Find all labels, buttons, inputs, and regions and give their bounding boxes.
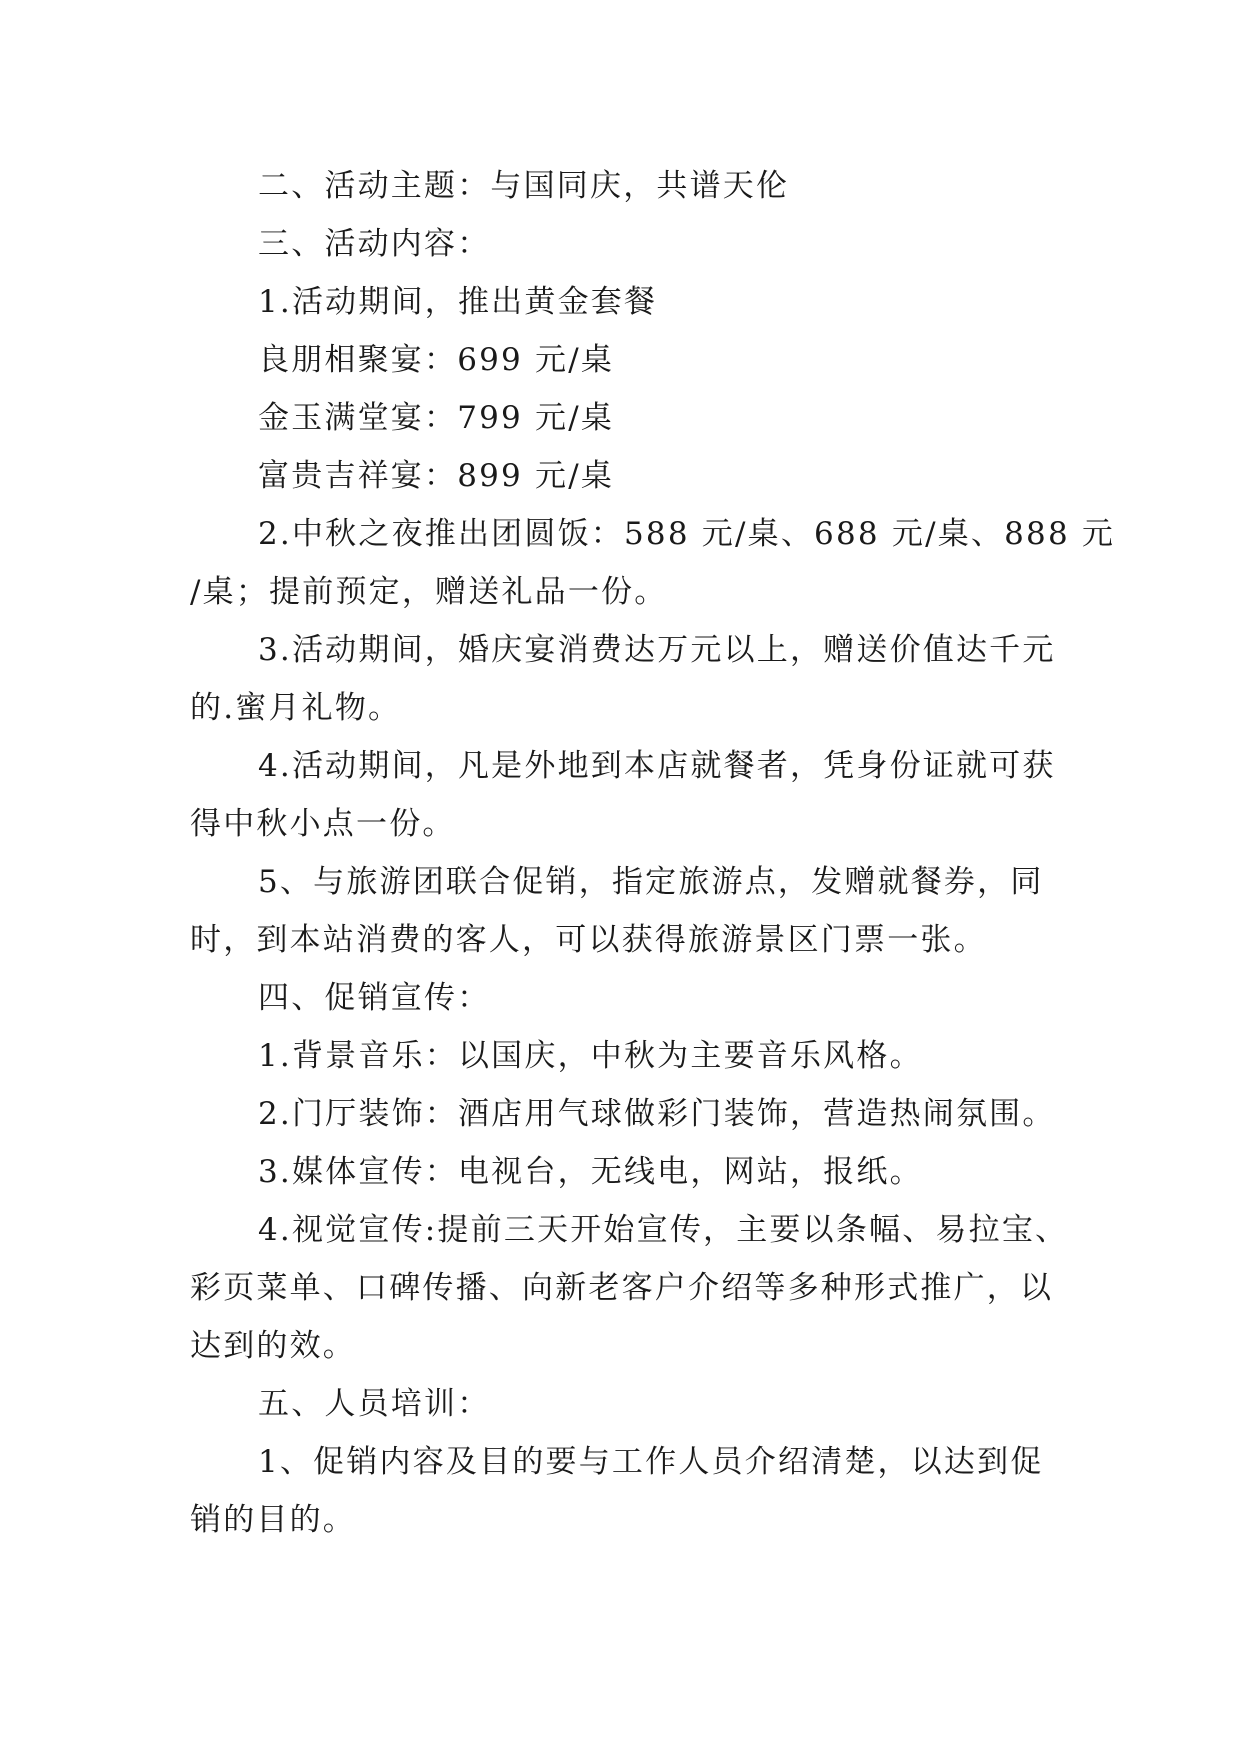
paragraph-line: 1、促销内容及目的要与工作人员介绍清楚，以达到促 [258, 1444, 1044, 1480]
paragraph-line: 2.门厅装饰：酒店用气球做彩门装饰，营造热闹氛围。 [258, 1096, 1056, 1132]
paragraph-line: 1.活动期间，推出黄金套餐 [258, 284, 658, 320]
paragraph-line: 销的目的。 [190, 1502, 356, 1538]
section-heading-content: 三、活动内容： [258, 226, 491, 262]
paragraph-line: 时，到本站消费的客人，可以获得旅游景区门票一张。 [190, 922, 987, 958]
section-heading-training: 五、人员培训： [258, 1386, 491, 1422]
paragraph-line: /桌；提前预定，赠送礼品一份。 [190, 574, 668, 610]
menu-item-line: 富贵吉祥宴：899 元/桌 [258, 458, 615, 494]
section-heading-theme: 二、活动主题：与国同庆，共谱天伦 [258, 168, 790, 204]
paragraph-line: 1.背景音乐：以国庆，中秋为主要音乐风格。 [258, 1038, 923, 1074]
menu-item-line: 良朋相聚宴：699 元/桌 [258, 342, 615, 378]
section-heading-promotion: 四、促销宣传： [258, 980, 491, 1016]
paragraph-line: 彩页菜单、口碑传播、向新老客户介绍等多种形式推广，以 [190, 1270, 1054, 1306]
paragraph-line: 得中秋小点一份。 [190, 806, 456, 842]
paragraph-line: 2.中秋之夜推出团圆饭：588 元/桌、688 元/桌、888 元 [258, 516, 1116, 552]
menu-item-line: 金玉满堂宴：799 元/桌 [258, 400, 615, 436]
paragraph-line: 3.活动期间，婚庆宴消费达万元以上，赠送价值达千元 [258, 632, 1056, 668]
paragraph-line: 4.视觉宣传:提前三天开始宣传，主要以条幅、易拉宝、 [258, 1212, 1069, 1248]
paragraph-line: 5、与旅游团联合促销，指定旅游点，发赠就餐券，同 [258, 864, 1044, 900]
paragraph-line: 的.蜜月礼物。 [190, 690, 402, 726]
paragraph-line: 3.媒体宣传：电视台，无线电，网站，报纸。 [258, 1154, 923, 1190]
paragraph-line: 达到的效。 [190, 1328, 356, 1364]
paragraph-line: 4.活动期间，凡是外地到本店就餐者，凭身份证就可获 [258, 748, 1056, 784]
